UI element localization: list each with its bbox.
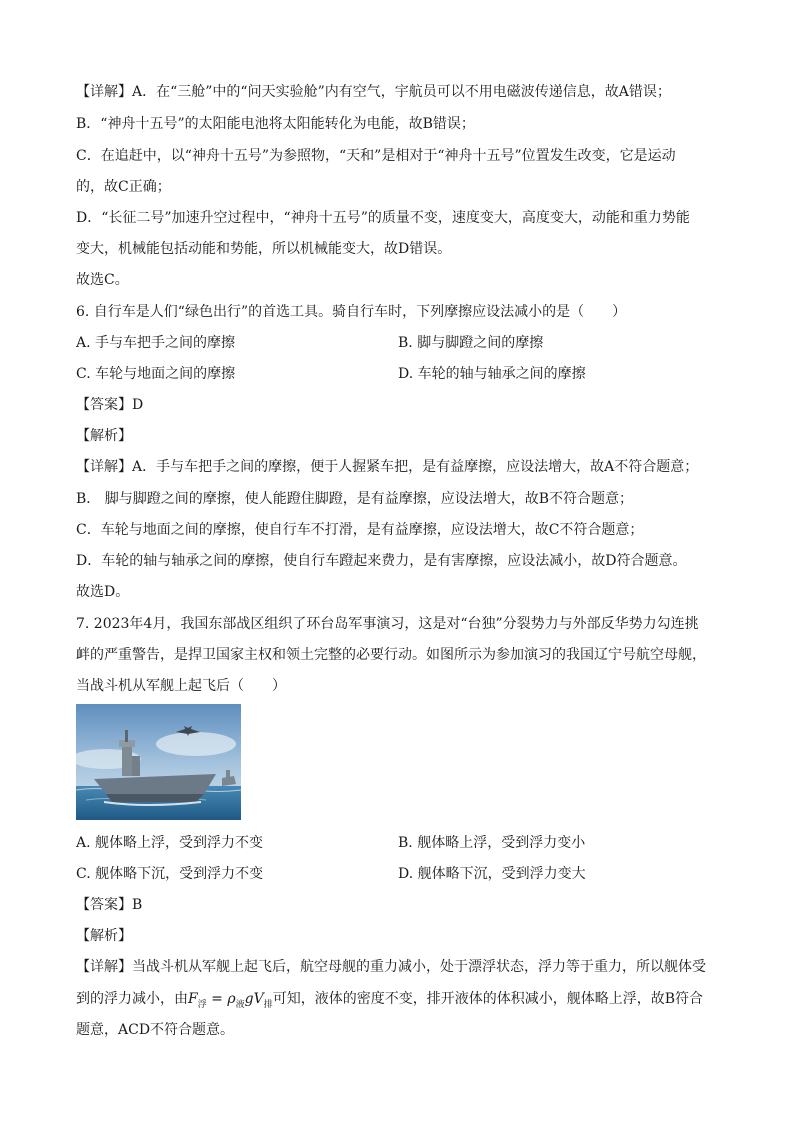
aircraft-carrier-illustration (76, 704, 241, 820)
q6-detail-a: 【详解】A．手与车把手之间的摩擦，便于人握紧车把，是有益摩擦，应设法增大，故A不符合题意； (76, 459, 699, 475)
q7-stem-line2: 衅的严重警告，是捍卫国家主权和领土完整的必要行动。如图所示为参加演习的我国辽宁号航空母舰， (76, 647, 706, 663)
q5-detail-d-line2: 变大，机械能包括动能和势能，所以机械能变大，故D错误。 (76, 241, 452, 257)
q6-detail-d: D．车轮的轴与轴承之间的摩擦，使自行车蹬起来费力，是有害摩擦，应设法减小，故D符合题意。 (76, 553, 687, 569)
formula-g: g (244, 991, 254, 1007)
q5-detail-a: 【详解】A．在“三舱”中的“问天实验舱”内有空气，宇航员可以不用电磁波传递信息，故A错误； (76, 84, 671, 100)
q7-stem-line3: 当战斗机从军舰上起飞后（ ） (76, 678, 286, 694)
q7-option-a: A. 舰体略上浮，受到浮力不变 (76, 835, 264, 851)
buoyancy-formula (188, 991, 273, 1010)
q7-detail-line2 (76, 989, 703, 1015)
q7-answer: 【答案】B (76, 897, 143, 913)
formula-rho: ρ (227, 991, 236, 1007)
q5-detail-c-line2: 的，故C正确； (76, 179, 171, 195)
formula-rho-sub: 液 (235, 999, 245, 1010)
formula-F-sub: 浮 (197, 999, 207, 1010)
formula-V-sub: 排 (263, 999, 273, 1010)
q7-detail-line1: 【详解】当战斗机从军舰上起飞后，航空母舰的重力减小，处于漂浮状态，浮力等于重力，所以舰体受 (76, 959, 706, 975)
q7-option-d: D. 舰体略下沉，受到浮力变大 (398, 866, 586, 882)
q5-detail-c-line1: C．在追赶中，以“神舟十五号”为参照物，“天和”是相对于“神舟十五号”位置发生改变，它是运动 (76, 148, 676, 164)
q7-option-b: B. 舰体略上浮，受到浮力变小 (398, 835, 586, 851)
q6-option-d: D. 车轮的轴与轴承之间的摩擦 (398, 366, 586, 382)
q7-detail-line2-pre: 到的浮力减小，由 (76, 991, 188, 1007)
formula-F: F (188, 991, 198, 1007)
formula-eq: = (206, 991, 228, 1007)
q6-analysis: 【解析】 (76, 428, 132, 444)
q6-detail-b: B． 脚与脚蹬之间的摩擦，使人能蹬住脚蹬，是有益摩擦，应设法增大，故B不符合题意； (76, 491, 634, 507)
q7-detail-line2-post: 可知，液体的密度不变，排开液体的体积减小，舰体略上浮，故B符合 (272, 991, 704, 1007)
aircraft-carrier-image (76, 704, 241, 820)
q6-conclusion: 故选D。 (76, 584, 130, 600)
q5-conclusion: 故选C。 (76, 272, 129, 288)
q6-answer: 【答案】D (76, 397, 144, 413)
q7-detail-line3: 题意，ACD不符合题意。 (76, 1022, 235, 1038)
q6-detail-c: C．车轮与地面之间的摩擦，使自行车不打滑，是有益摩擦，应设法增大，故C不符合题意； (76, 522, 644, 538)
q7-option-c: C. 舰体略下沉，受到浮力不变 (76, 866, 264, 882)
q6-option-a: A. 手与车把手之间的摩擦 (76, 335, 236, 351)
formula-V: V (253, 991, 264, 1007)
q6-stem: 6. 自行车是人们“绿色出行”的首选工具。骑自行车时，下列摩擦应设法减小的是（ ） (76, 304, 627, 320)
q5-detail-d-line1: D．“长征二号”加速升空过程中，“神舟十五号”的质量不变，速度变大，高度变大，动能和重力势能 (76, 210, 690, 226)
q6-option-b: B. 脚与脚蹬之间的摩擦 (398, 335, 544, 351)
q7-stem-line1: 7. 2023年4月，我国东部战区组织了环台岛军事演习，这是对“台独”分裂势力与外部反华势力勾连挑 (76, 616, 699, 632)
q6-option-c: C. 车轮与地面之间的摩擦 (76, 366, 236, 382)
q5-detail-b: B．“神舟十五号”的太阳能电池将太阳能转化为电能，故B错误； (76, 116, 475, 132)
q7-analysis: 【解析】 (76, 928, 132, 944)
